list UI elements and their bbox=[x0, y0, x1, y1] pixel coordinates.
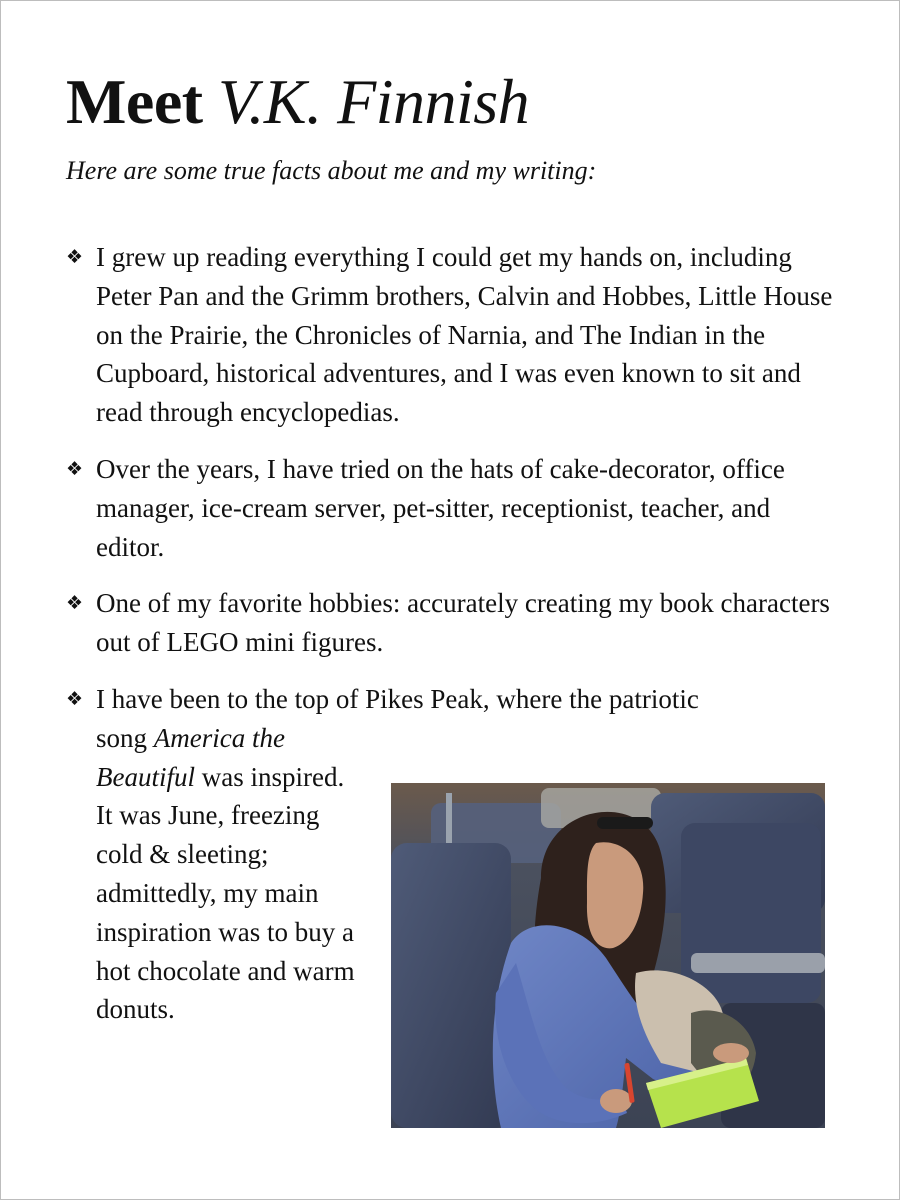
page-title bbox=[66, 64, 529, 140]
fact-item bbox=[66, 584, 838, 662]
fact-wrap-column bbox=[96, 719, 366, 1029]
fact-item bbox=[66, 450, 838, 566]
diamond-bullet-icon: ❖ bbox=[66, 246, 84, 268]
author-name: V.K. Finnish bbox=[218, 66, 530, 137]
fact-item bbox=[66, 238, 838, 432]
diamond-bullet-icon: ❖ bbox=[66, 457, 84, 480]
fact-text: One of my favorite hobbies: accurately creating my book characters out of LEGO mini figures. bbox=[96, 588, 830, 658]
diamond-bullet-icon: ❖ bbox=[66, 687, 84, 710]
song-title: America the Beautiful bbox=[96, 722, 285, 792]
subtitle: Here are some true facts about me and my writing: bbox=[66, 156, 597, 185]
fact-text: was inspired. It was June, freezing cold & sleeting; admittedly, my main inspiration was to buy a hot chocolate and warm donuts. bbox=[96, 761, 355, 1025]
fact-text: I grew up reading everything I could get my hands on, including Peter Pan and the Grimm brothers, Calvin and Hobbes, Little House on the Prairie, the Chronicles of Narnia, and The Indian in the Cupboard, historical adventures, and I was even known to sit and read through encyclopedias. bbox=[96, 242, 833, 428]
author-photo bbox=[391, 783, 825, 1128]
fact-text: Over the years, I have tried on the hats of cake-decorator, office manager, ice-cream server, pet-sitter, receptionist, teacher, and editor. bbox=[96, 453, 785, 562]
song-intro: song bbox=[96, 722, 154, 753]
diamond-bullet-icon: ❖ bbox=[66, 592, 84, 615]
title-prefix: Meet bbox=[66, 66, 203, 137]
fact-text-line: I have been to the top of Pikes Peak, where the patriotic bbox=[96, 683, 699, 714]
